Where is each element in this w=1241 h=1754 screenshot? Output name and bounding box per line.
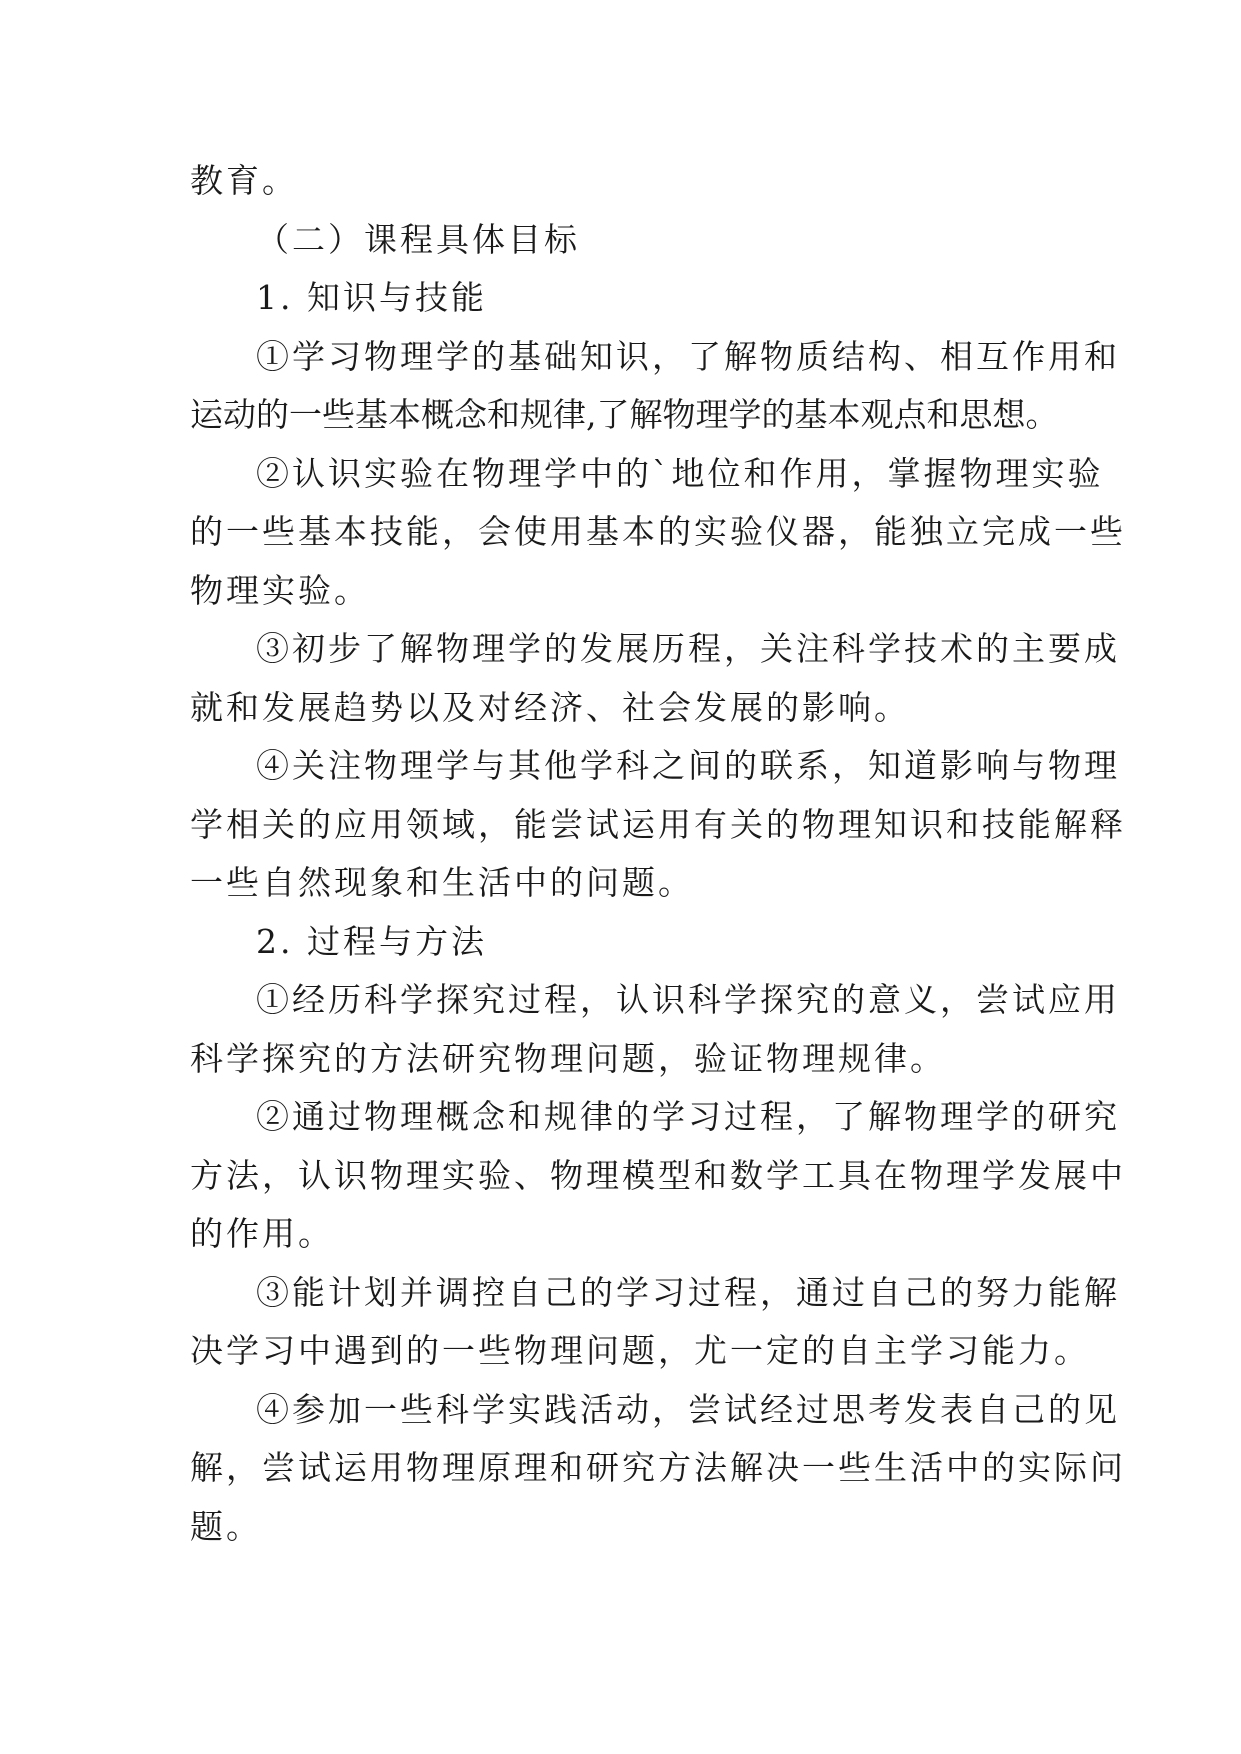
document-body: [190, 152, 1126, 1556]
subsection-heading: 1. 知识与技能: [256, 278, 487, 317]
text-line: 科学探究的方法研究物理问题，验证物理规律。: [190, 1038, 946, 1078]
text-line: 方法，认识物理实验、物理模型和数学工具在物理学发展中: [190, 1155, 1126, 1195]
text-line: 运动的一些基本概念和规律,了解物理学的基本观点和思想。: [190, 395, 1059, 434]
text-line: ④关注物理学与其他学科之间的联系，知道影响与物理: [256, 746, 1120, 785]
text-line: ③初步了解物理学的发展历程，关注科学技术的主要成: [256, 629, 1120, 668]
text-line: ④参加一些科学实践活动，尝试经过思考发表自己的见: [256, 1389, 1120, 1429]
text-line: 一些自然现象和生活中的问题。: [190, 863, 694, 902]
section-heading: （二）课程具体目标: [256, 219, 580, 259]
text-line: 学相关的应用领域，能尝试运用有关的物理知识和技能解释: [190, 804, 1126, 844]
text-line: 决学习中遇到的一些物理问题，尤一定的自主学习能力。: [190, 1331, 1090, 1370]
text-line: ②认识实验在物理学中的`地位和作用，掌握物理实验: [256, 453, 1104, 493]
text-line: 解，尝试运用物理原理和研究方法解决一些生活中的实际问: [190, 1448, 1126, 1487]
text-line: 就和发展趋势以及对经济、社会发展的影响。: [190, 687, 910, 727]
text-line: 题。: [190, 1506, 262, 1546]
text-line: ②通过物理概念和规律的学习过程，了解物理学的研究: [256, 1097, 1120, 1136]
text-line: 的作用。: [190, 1214, 334, 1253]
text-line: 的一些基本技能，会使用基本的实验仪器，能独立完成一些: [190, 512, 1126, 551]
text-line: 物理实验。: [190, 570, 370, 610]
text-line: ①经历科学探究过程，认识科学探究的意义，尝试应用: [256, 980, 1120, 1019]
text-line: ③能计划并调控自己的学习过程，通过自己的努力能解: [256, 1272, 1120, 1312]
text-line: ①学习物理学的基础知识，了解物质结构、相互作用和: [256, 336, 1120, 376]
text-line: 教育。: [190, 161, 298, 200]
subsection-heading: 2. 过程与方法: [256, 921, 487, 961]
